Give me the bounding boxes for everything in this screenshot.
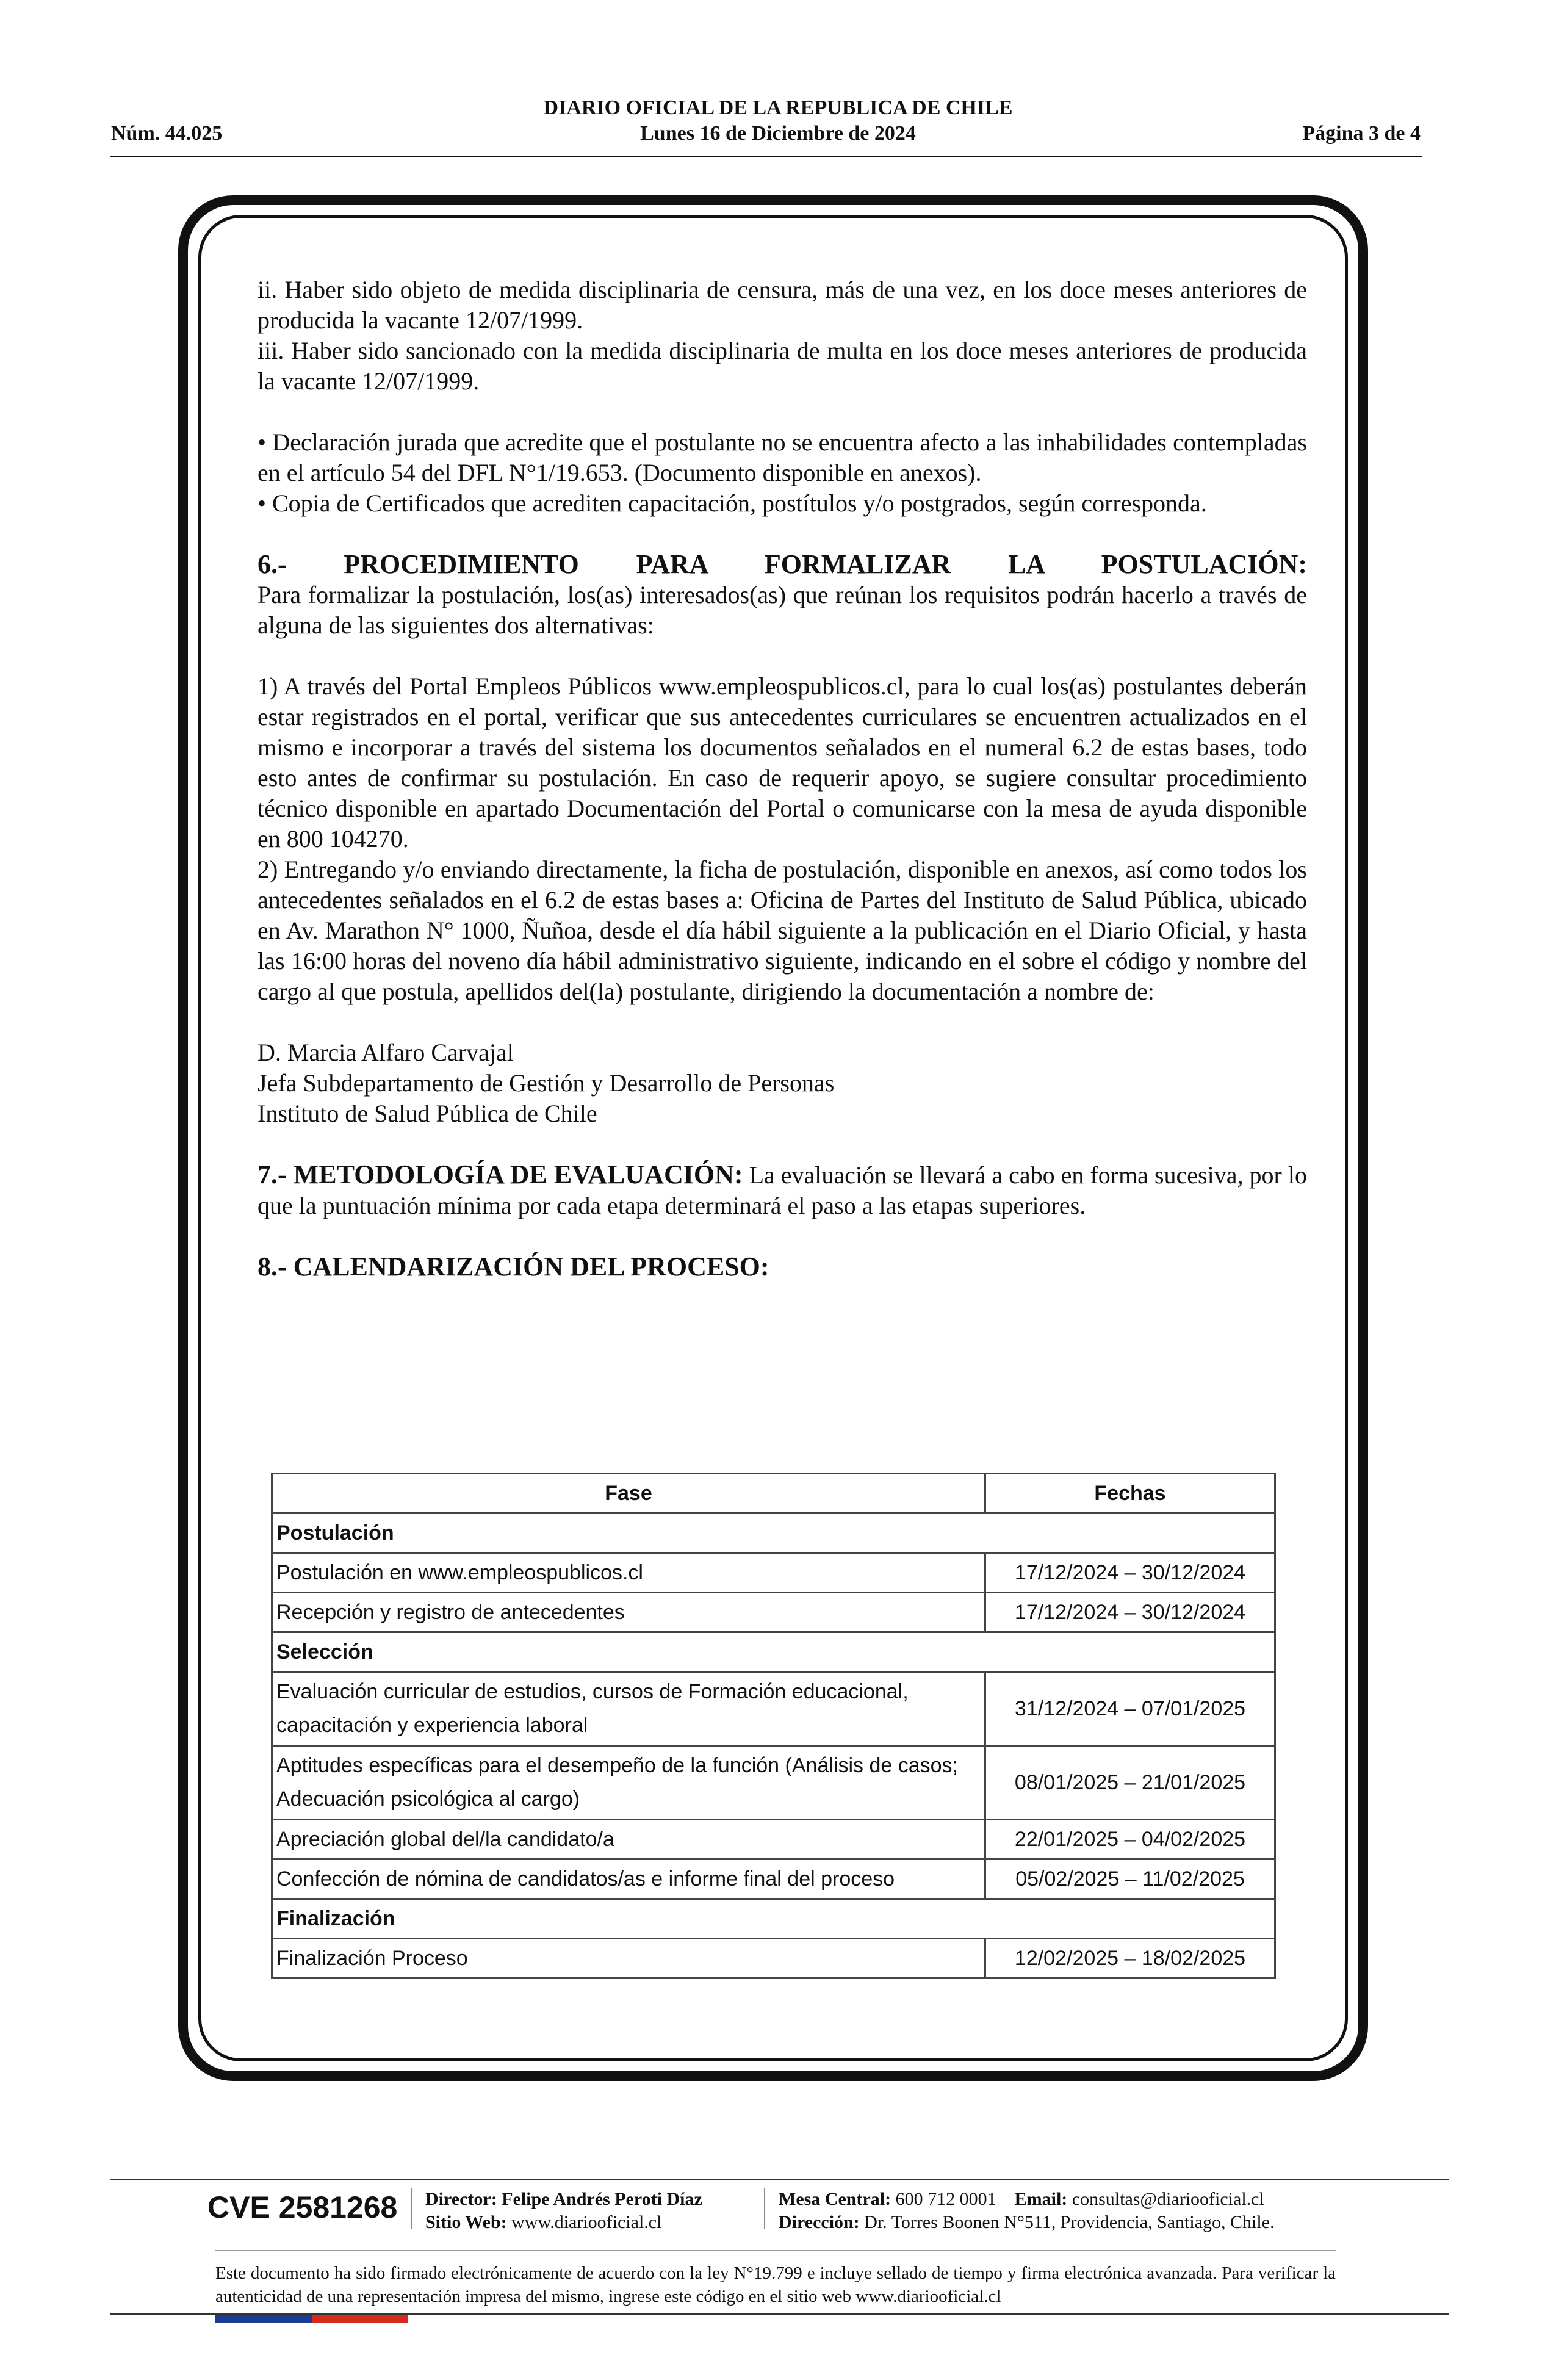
- document-body: [258, 275, 1307, 1282]
- mesa-phone: 600 712 0001: [895, 2189, 996, 2209]
- issue-date: Lunes 16 de Diciembre de 2024: [640, 122, 916, 145]
- dates-cell: 31/12/2024 – 07/01/2025: [985, 1672, 1275, 1746]
- email-label: Email:: [1014, 2189, 1068, 2209]
- newspaper-title: DIARIO OFICIAL DE LA REPUBLICA DE CHILE: [543, 96, 1013, 119]
- paragraph-iii: iii. Haber sido sancionado con la medida disciplinaria de multa en los doce meses anteriores de producida la vacante 12/07/1999.: [258, 337, 1307, 395]
- addressee-role: Jefa Subdepartamento de Gestión y Desarrollo de Personas: [258, 1069, 835, 1097]
- site-link[interactable]: www.diariooficial.cl: [511, 2212, 662, 2232]
- director-label: Director:: [425, 2189, 497, 2209]
- phase-cell: Recepción y registro de antecedentes: [272, 1593, 985, 1632]
- column-header-phase: Fase: [272, 1474, 985, 1513]
- site-label: Sitio Web:: [425, 2212, 507, 2232]
- table-row: [272, 1672, 1275, 1746]
- table-row: [272, 1593, 1275, 1632]
- heading-section-7: 7.- METODOLOGÍA DE EVALUACIÓN:: [258, 1159, 743, 1189]
- dates-cell: 05/02/2025 – 11/02/2025: [985, 1859, 1275, 1899]
- section-7-paragraph: [258, 1159, 1307, 1221]
- phase-cell: Postulación en www.empleospublicos.cl: [272, 1553, 985, 1593]
- dates-cell: 17/12/2024 – 30/12/2024: [985, 1553, 1275, 1593]
- table-row: [272, 1553, 1275, 1593]
- paragraph-6-intro: Para formalizar la postulación, los(as) interesados(as) que reúnan los requisitos podrán hacerlo a través de alguna de las siguientes dos alternativas:: [258, 581, 1307, 639]
- footer-inner-divider: [215, 2250, 1336, 2251]
- column-header-dates: Fechas: [985, 1474, 1275, 1513]
- addressee-org: Instituto de Salud Pública de Chile: [258, 1100, 597, 1127]
- calendar-table: [271, 1473, 1276, 1979]
- address-label: Dirección:: [779, 2212, 860, 2232]
- table-section-row: [272, 1632, 1275, 1672]
- header-divider: [110, 156, 1422, 157]
- heading-section-6: 6.- PROCEDIMIENTO PARA FORMALIZAR LA POSTULACIÓN:: [258, 549, 1307, 579]
- table-row: [272, 1939, 1275, 1978]
- heading-section-8: 8.- CALENDARIZACIÓN DEL PROCESO:: [258, 1252, 769, 1282]
- footer-contact-block: [779, 2188, 1275, 2234]
- paragraph-7: La evaluación se llevará a cabo en forma sucesiva, por lo que la puntuación mínima por cada etapa determinará el paso a las etapas superiores.: [258, 1161, 1308, 1219]
- section-finalizacion: Finalización: [272, 1899, 1275, 1939]
- table-row: [272, 1746, 1275, 1820]
- bullet-declaracion-jurada: • Declaración jurada que acredite que el postulante no se encuentra afecto a las inhabilidades contempladas en el artículo 54 del DFL N°1/19.653. (Documento disponible en anexos).: [258, 428, 1307, 486]
- paragraph-6-option-1: 1) A través del Portal Empleos Públicos www.empleospublicos.cl, para lo cual los(as) postulantes deberán estar registrados en el portal, verificar que sus antecedentes curriculares se encuentren actualizados en el mismo e incorporar a través del sistema los documentos señalados en el numeral 6.2 de estas bases, todo esto antes de confirmar su postulación. En caso de requerir apoyo, se sugiere consultar procedimiento técnico disponible en apartado Documentación del Portal o comunicarse con la mesa de ayuda disponible en 800 104270.: [258, 673, 1307, 853]
- bullet-certificados: • Copia de Certificados que acrediten capacitación, postítulos y/o postgrados, según corresponda.: [258, 489, 1207, 517]
- flag-stripe-blue: [215, 2315, 312, 2323]
- legal-notice: Este documento ha sido firmado electrónicamente de acuerdo con la ley N°19.799 e incluye sellado de tiempo y firma electrónica avanzada. Para verificar la autenticidad de una representación impresa del mismo, ingrese este código en el sitio web www.diariooficial.cl: [215, 2263, 1336, 2306]
- dates-cell: 22/01/2025 – 04/02/2025: [985, 1820, 1275, 1859]
- footer-director-block: [425, 2188, 702, 2234]
- issue-number: Núm. 44.025: [111, 122, 223, 145]
- dates-cell: 17/12/2024 – 30/12/2024: [985, 1593, 1275, 1632]
- section-postulacion: Postulación: [272, 1513, 1275, 1553]
- footer-bottom-divider: [110, 2313, 1449, 2315]
- footer-separator: [764, 2188, 765, 2229]
- dates-cell: 08/01/2025 – 21/01/2025: [985, 1746, 1275, 1820]
- phase-cell: Confección de nómina de candidatos/as e informe final del proceso: [272, 1859, 985, 1899]
- paragraph-ii: ii. Haber sido objeto de medida disciplinaria de censura, más de una vez, en los doce meses anteriores de producida la vacante 12/07/1999.: [258, 276, 1307, 334]
- email-link[interactable]: consultas@diariooficial.cl: [1072, 2189, 1264, 2209]
- paragraph-6-option-2: 2) Entregando y/o enviando directamente, la ficha de postulación, disponible en anexos, así como todos los antecedentes señalados en el 6.2 de estas bases a: Oficina de Partes del Instituto de Salud Pública, ubicado en Av. Marathon N° 1000, Ñuñoa, desde el día hábil siguiente a la publicación en el Diario Oficial, y hasta las 16:00 horas del noveno día hábil administrativo siguiente, indicando en el sobre el código y nombre del cargo al que postula, apellidos del(la) postulante, dirigiendo la documentación a nombre de:: [258, 856, 1307, 1005]
- phase-cell: Finalización Proceso: [272, 1939, 985, 1978]
- table-section-row: [272, 1513, 1275, 1553]
- dates-cell: 12/02/2025 – 18/02/2025: [985, 1939, 1275, 1978]
- phase-cell: Evaluación curricular de estudios, cursos de Formación educacional, capacitación y experiencia laboral: [272, 1672, 985, 1746]
- addressee-name: D. Marcia Alfaro Carvajal: [258, 1039, 514, 1066]
- table-row: [272, 1859, 1275, 1899]
- cve-code: CVE 2581268: [207, 2190, 398, 2224]
- flag-stripe-red: [312, 2315, 408, 2323]
- phase-cell: Aptitudes específicas para el desempeño de la función (Análisis de casos; Adecuación psicológica al cargo): [272, 1746, 985, 1820]
- page-number: Página 3 de 4: [1302, 122, 1421, 145]
- table-row: [272, 1820, 1275, 1859]
- mesa-label: Mesa Central:: [779, 2189, 891, 2209]
- address-text: Dr. Torres Boonen N°511, Providencia, Santiago, Chile.: [864, 2212, 1275, 2232]
- section-seleccion: Selección: [272, 1632, 1275, 1672]
- phase-cell: Apreciación global del/la candidato/a: [272, 1820, 985, 1859]
- table-header-row: [272, 1474, 1275, 1513]
- footer-separator: [411, 2188, 412, 2229]
- table-section-row: [272, 1899, 1275, 1939]
- director-name: Felipe Andrés Peroti Díaz: [502, 2189, 702, 2209]
- footer-top-divider: [110, 2179, 1449, 2180]
